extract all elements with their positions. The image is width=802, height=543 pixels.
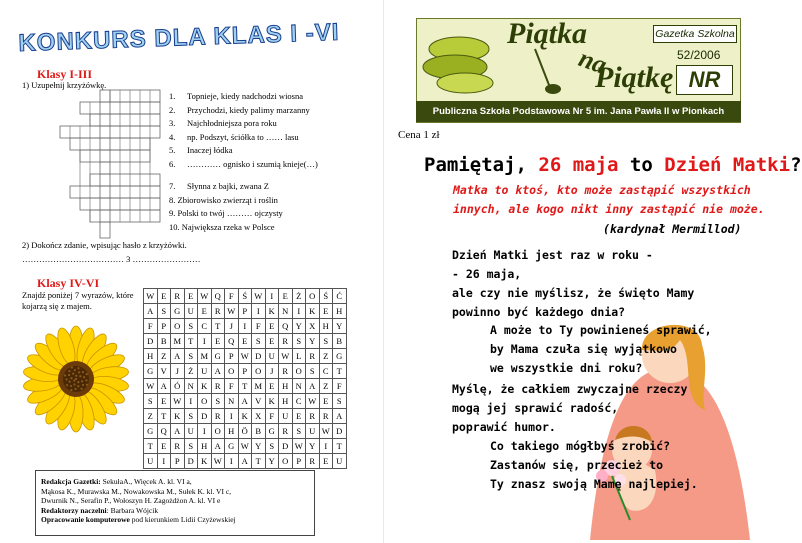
wordsearch-cell: S: [333, 394, 347, 409]
wordsearch-row: [144, 409, 347, 424]
masthead-title-3: Piątkę: [595, 61, 674, 94]
wordsearch-cell: E: [157, 394, 171, 409]
wordsearch-cell: I: [184, 394, 198, 409]
wordsearch-row: [144, 439, 347, 454]
wordsearch-cell: Ś: [238, 289, 252, 304]
wordsearch-cell: E: [319, 394, 333, 409]
clue-4: 4. np. Podszyt, ściółka to …… lasu: [169, 131, 299, 142]
wordsearch-cell: Y: [265, 454, 279, 469]
wordsearch-cell: Ó: [171, 379, 185, 394]
wordsearch-cell: O: [252, 364, 266, 379]
wordsearch-cell: S: [306, 364, 320, 379]
wordsearch-cell: I: [265, 289, 279, 304]
wordsearch-cell: W: [292, 439, 306, 454]
task-1-text: 1) Uzupełnij krzyżówkę.: [22, 80, 107, 90]
wordsearch-cell: R: [306, 454, 320, 469]
wordsearch-cell: E: [265, 334, 279, 349]
wordsearch-cell: D: [198, 409, 212, 424]
wordsearch-cell: L: [292, 349, 306, 364]
wordsearch-cell: I: [198, 334, 212, 349]
wordsearch-instruction: Znajdź poniżej 7 wyrazów, które kojarzą się z majem.: [22, 290, 134, 311]
contest-title: KONKURS DLA KLAS I -VI: [18, 18, 340, 57]
wordsearch-cell: U: [184, 424, 198, 439]
wordsearch-cell: U: [198, 364, 212, 379]
wordsearch-cell: E: [157, 289, 171, 304]
wordsearch-row: [144, 304, 347, 319]
wordsearch-cell: Q: [225, 334, 239, 349]
wordsearch-cell: O: [306, 289, 320, 304]
wordsearch-cell: T: [238, 379, 252, 394]
wordsearch-cell: F: [144, 319, 158, 334]
editorial-credits: Redakcja Gazetki: SekułaA., Więcek A. kl. VI a, Mąkosa K., Murawska M., Nowakowska M., Sułek K. kl. VI c, Dwurnik N., Serafin P., Wołoszyn H. Zagożdżon A. kl. VI e Redaktorzy naczelni: Barbara Wójcik Opracowanie komputerowe pod kierunkiem Lidii Czyżewskiej: [35, 470, 315, 536]
wordsearch-cell: K: [171, 409, 185, 424]
wordsearch-cell: S: [319, 334, 333, 349]
wordsearch-cell: W: [144, 289, 158, 304]
wordsearch-cell: X: [252, 409, 266, 424]
wordsearch-cell: J: [265, 364, 279, 379]
wordsearch-cell: W: [319, 424, 333, 439]
wordsearch-cell: I: [198, 424, 212, 439]
inkwell-icon: [545, 84, 561, 94]
wordsearch-cell: G: [225, 439, 239, 454]
wordsearch-cell: S: [184, 319, 198, 334]
wordsearch-cell: N: [292, 379, 306, 394]
wordsearch-row: [144, 349, 347, 364]
wordsearch-cell: R: [279, 424, 293, 439]
wordsearch-cell: S: [252, 334, 266, 349]
wordsearch-cell: R: [319, 409, 333, 424]
wordsearch-cell: F: [225, 289, 239, 304]
gazetka-label: Gazetka Szkolna: [653, 25, 737, 43]
wordsearch-cell: E: [292, 409, 306, 424]
wordsearch-cell: Z: [319, 349, 333, 364]
wordsearch-cell: M: [252, 379, 266, 394]
wordsearch-cell: W: [211, 454, 225, 469]
wordsearch-cell: S: [184, 409, 198, 424]
clue-6: 6. ………… ognisko i szumią knieje(…): [169, 158, 318, 169]
clue-3: 3. Najchłodniejsza pora roku: [169, 118, 277, 128]
wordsearch-cell: U: [333, 454, 347, 469]
task-2-text: 2) Dokończ zdanie, wpisując hasło z krzyżówki.: [22, 240, 187, 250]
wordsearch-cell: N: [279, 304, 293, 319]
wordsearch-cell: U: [184, 304, 198, 319]
quill-icon: [535, 49, 549, 85]
wordsearch-row: [144, 289, 347, 304]
wordsearch-cell: R: [279, 334, 293, 349]
wordsearch-cell: G: [333, 349, 347, 364]
wordsearch-cell: K: [198, 454, 212, 469]
wordsearch-cell: K: [265, 394, 279, 409]
wordsearch-cell: W: [279, 349, 293, 364]
wordsearch-cell: C: [292, 394, 306, 409]
wordsearch-cell: U: [144, 454, 158, 469]
price-label: Cena 1 zł: [398, 129, 440, 141]
wordsearch-row: [144, 334, 347, 349]
wordsearch-cell: I: [225, 409, 239, 424]
wordsearch-cell: R: [306, 409, 320, 424]
wordsearch-cell: K: [198, 379, 212, 394]
wordsearch-cell: F: [225, 379, 239, 394]
wordsearch-cell: F: [265, 409, 279, 424]
wordsearch-cell: A: [144, 304, 158, 319]
issue-number: 52/2006: [677, 48, 721, 62]
wordsearch-row: [144, 319, 347, 334]
wordsearch-cell: S: [265, 439, 279, 454]
wordsearch-cell: S: [211, 394, 225, 409]
clue-7: 7. Słynna z bajki, zwana Z: [169, 181, 269, 191]
wordsearch-cell: G: [265, 424, 279, 439]
wordsearch-cell: A: [171, 349, 185, 364]
wordsearch-cell: P: [238, 304, 252, 319]
wordsearch-row: [144, 364, 347, 379]
wordsearch-cell: I: [319, 439, 333, 454]
wordsearch-cell: R: [306, 349, 320, 364]
wordsearch-cell: H: [279, 379, 293, 394]
masthead-title-2: na: [575, 43, 611, 80]
crossword-clues-a: [169, 90, 318, 171]
sunflower-image: [20, 323, 132, 435]
wordsearch-cell: T: [252, 454, 266, 469]
wordsearch-cell: Z: [319, 379, 333, 394]
quote-text: Matka to ktoś, kto może zastąpić wszystkich innych, ale kogo nikt inny zastąpić nie może.: [453, 183, 765, 216]
wordsearch-cell: P: [238, 364, 252, 379]
wordsearch-cell: Q: [157, 424, 171, 439]
wordsearch-cell: D: [252, 349, 266, 364]
wordsearch-cell: D: [279, 439, 293, 454]
wordsearch-cell: K: [306, 304, 320, 319]
wordsearch-cell: T: [211, 319, 225, 334]
wordsearch-cell: R: [171, 439, 185, 454]
wordsearch-cell: H: [279, 394, 293, 409]
wordsearch-cell: A: [211, 439, 225, 454]
clue-2: 2. Przychodzi, kiedy palimy marzanny: [169, 104, 310, 115]
wordsearch-cell: S: [292, 424, 306, 439]
wordsearch-cell: Y: [252, 439, 266, 454]
wordsearch-cell: A: [171, 424, 185, 439]
wordsearch-cell: A: [238, 454, 252, 469]
wordsearch-cell: P: [157, 319, 171, 334]
wordsearch-cell: W: [238, 439, 252, 454]
wordsearch-cell: O: [171, 319, 185, 334]
wordsearch-cell: E: [319, 454, 333, 469]
wordsearch-cell: V: [252, 394, 266, 409]
paragraph-1: Dzień Matki jest raz w roku - - 26 maja, ale czy nie myślisz, że święto Mamy powinno być każdego dnia?: [452, 248, 695, 319]
wordsearch-row: [144, 454, 347, 469]
wordsearch-cell: T: [144, 439, 158, 454]
wordsearch-cell: A: [306, 379, 320, 394]
wordsearch-cell: Y: [306, 439, 320, 454]
wordsearch-cell: A: [238, 394, 252, 409]
school-name: Publiczna Szkoła Podstawowa Nr 5 im. Jana Pawła II w Pionkach: [416, 101, 741, 122]
wordsearch-cell: E: [211, 334, 225, 349]
wordsearch-cell: W: [171, 394, 185, 409]
wordsearch-cell: P: [225, 349, 239, 364]
wordsearch-cell: S: [144, 394, 158, 409]
wordsearch-cell: I: [252, 304, 266, 319]
section-heading-grades-4-6: Klasy IV-VI: [37, 276, 100, 290]
wordsearch-cell: K: [238, 409, 252, 424]
wordsearch-cell: Z: [144, 409, 158, 424]
wordsearch-cell: M: [198, 349, 212, 364]
masthead-title-1: Piątka: [507, 17, 587, 50]
paragraph-2: A może to Ty powinieneś sprawić, by Mama czuła się wyjątkowo we wszystkie dni roku?: [490, 323, 712, 375]
wordsearch-cell: Q: [279, 319, 293, 334]
wordsearch-cell: Ś: [319, 289, 333, 304]
crossword-grid: [42, 90, 162, 238]
crossword-clues-b: [169, 180, 283, 234]
wordsearch-row: [144, 424, 347, 439]
wordsearch-cell: T: [333, 364, 347, 379]
wordsearch-cell: S: [184, 349, 198, 364]
wordsearch-cell: O: [211, 424, 225, 439]
wordsearch-cell: J: [171, 364, 185, 379]
wordsearch-cell: C: [198, 319, 212, 334]
wordsearch-cell: M: [171, 334, 185, 349]
wordsearch-cell: C: [319, 364, 333, 379]
wordsearch-cell: E: [265, 319, 279, 334]
wordsearch-cell: T: [157, 409, 171, 424]
wordsearch-cell: I: [157, 454, 171, 469]
wordsearch-cell: A: [333, 409, 347, 424]
wordsearch-cell: Y: [306, 334, 320, 349]
wordsearch-cell: R: [171, 289, 185, 304]
wordsearch-cell: H: [225, 424, 239, 439]
wordsearch-cell: G: [171, 304, 185, 319]
wordsearch-cell: V: [157, 364, 171, 379]
wordsearch-cell: D: [333, 424, 347, 439]
wordsearch-cell: S: [292, 334, 306, 349]
wordsearch-cell: S: [157, 304, 171, 319]
wordsearch-cell: P: [171, 454, 185, 469]
wordsearch-cell: D: [144, 334, 158, 349]
clue-5: 5. Inaczej łódka: [169, 145, 233, 155]
wordsearch-cell: F: [252, 319, 266, 334]
wordsearch-cell: W: [252, 289, 266, 304]
wordsearch-cell: U: [279, 409, 293, 424]
wordsearch-cell: O: [225, 364, 239, 379]
wordsearch-cell: E: [184, 289, 198, 304]
wordsearch-cell: G: [144, 364, 158, 379]
paragraph-3: Myślę, że całkiem zwyczajne rzeczy mogą jej sprawić radość, poprawić humor.: [452, 382, 688, 434]
wordsearch-cell: E: [265, 379, 279, 394]
wordsearch-cell: R: [211, 379, 225, 394]
wordsearch-grid: [143, 288, 347, 469]
wordsearch-cell: J: [225, 319, 239, 334]
nr-label: NR: [676, 65, 733, 95]
wordsearch-cell: O: [279, 454, 293, 469]
wordsearch-cell: F: [333, 379, 347, 394]
clue-8: 8. Zbiorowisko zwierząt i roślin: [169, 194, 278, 205]
wordsearch-cell: W: [238, 349, 252, 364]
wordsearch-cell: O: [198, 394, 212, 409]
wordsearch-cell: Q: [211, 289, 225, 304]
wordsearch-cell: E: [279, 289, 293, 304]
wordsearch-cell: T: [184, 334, 198, 349]
clue-10: 10. Największa rzeka w Polsce: [169, 221, 275, 232]
wordsearch-cell: O: [292, 364, 306, 379]
wordsearch-cell: Ż: [292, 289, 306, 304]
wordsearch-cell: G: [211, 349, 225, 364]
wordsearch-cell: Y: [292, 319, 306, 334]
wordsearch-cell: E: [157, 439, 171, 454]
wordsearch-cell: E: [319, 304, 333, 319]
section-heading-grades-1-3: Klasy I-III: [37, 67, 93, 81]
clue-9: 9. Polski to twój ……… ojczysty: [169, 208, 283, 218]
quote-author: (kardynał Mermillod): [603, 222, 742, 236]
wordsearch-cell: P: [292, 454, 306, 469]
wordsearch-cell: R: [211, 304, 225, 319]
wordsearch-cell: A: [157, 379, 171, 394]
wordsearch-cell: R: [279, 364, 293, 379]
wordsearch-cell: A: [211, 364, 225, 379]
wordsearch-cell: D: [184, 454, 198, 469]
wordsearch-cell: B: [252, 424, 266, 439]
wordsearch-cell: W: [225, 304, 239, 319]
wordsearch-row: [144, 394, 347, 409]
wordsearch-cell: H: [144, 349, 158, 364]
wordsearch-cell: Y: [333, 319, 347, 334]
wordsearch-cell: U: [265, 349, 279, 364]
wordsearch-cell: I: [292, 304, 306, 319]
wordsearch-cell: G: [144, 424, 158, 439]
task-2-answer-line: ……………………………… 3 ……………………: [22, 254, 201, 264]
clue-1: 1. Topnieje, kiedy nadchodzi wiosna: [169, 91, 304, 101]
wordsearch-cell: H: [198, 439, 212, 454]
wordsearch-cell: Z: [157, 349, 171, 364]
wordsearch-cell: R: [211, 409, 225, 424]
wordsearch-cell: I: [225, 454, 239, 469]
wordsearch-cell: N: [225, 394, 239, 409]
wordsearch-cell: N: [184, 379, 198, 394]
wordsearch-cell: K: [265, 304, 279, 319]
wordsearch-cell: W: [198, 289, 212, 304]
wordsearch-cell: E: [238, 334, 252, 349]
wordsearch-cell: Ć: [333, 289, 347, 304]
paragraph-4: Co takiego mógłbyś zrobić? Zastanów się, przecież to Ty znasz swoją Mamę najlepiej.: [490, 439, 698, 491]
wordsearch-cell: B: [157, 334, 171, 349]
wordsearch-cell: W: [306, 394, 320, 409]
page-divider: [383, 0, 384, 543]
wordsearch-row: [144, 379, 347, 394]
wordsearch-cell: H: [333, 304, 347, 319]
headline: Pamiętaj, 26 maja to Dzień Matki?: [424, 154, 802, 176]
wordsearch-cell: U: [306, 424, 320, 439]
wordsearch-cell: S: [184, 439, 198, 454]
wordsearch-cell: X: [306, 319, 320, 334]
wordsearch-cell: Ż: [184, 364, 198, 379]
wordsearch-cell: W: [144, 379, 158, 394]
wordsearch-cell: I: [238, 319, 252, 334]
wordsearch-cell: E: [198, 304, 212, 319]
wordsearch-cell: H: [319, 319, 333, 334]
wordsearch-cell: T: [333, 439, 347, 454]
wordsearch-cell: Ö: [238, 424, 252, 439]
wordsearch-cell: B: [333, 334, 347, 349]
